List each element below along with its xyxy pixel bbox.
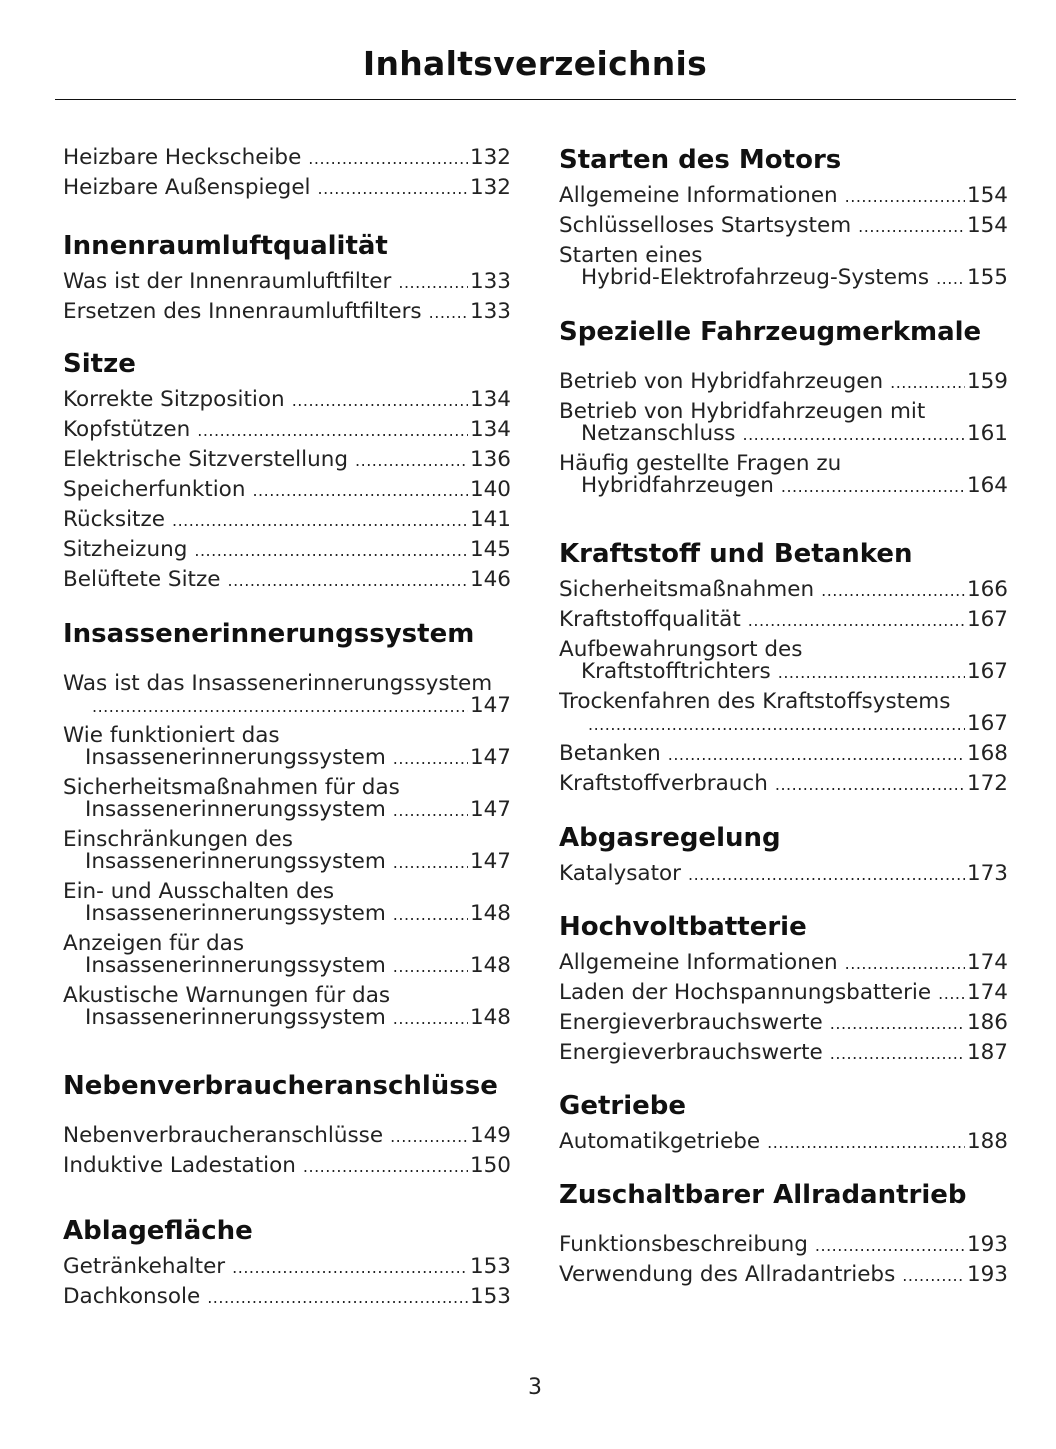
toc-entry[interactable] — [559, 578, 1008, 608]
toc-entry-label: Kraftstoffverbrauch — [559, 771, 768, 796]
toc-entry-label: Nebenverbraucheranschlüsse — [63, 1123, 384, 1148]
toc-entry[interactable] — [559, 608, 1008, 638]
toc-entry[interactable] — [559, 690, 1008, 742]
toc-entry[interactable] — [63, 418, 511, 448]
toc-page-number: 153 — [469, 1254, 511, 1279]
dot-leader — [308, 147, 468, 170]
toc-entry[interactable] — [63, 300, 511, 330]
toc-entry[interactable] — [63, 508, 511, 538]
toc-entry-label: Insassenerinnerungssystem — [85, 744, 386, 770]
dot-leader — [232, 1256, 468, 1279]
toc-page-number: 154 — [966, 213, 1008, 238]
section-heading: Starten des Motors — [559, 145, 842, 175]
dot-leader — [668, 743, 965, 766]
toc-page-number: 174 — [966, 980, 1008, 1005]
toc-section — [559, 146, 1008, 296]
toc-page-number: 147 — [469, 796, 511, 822]
toc-entry[interactable] — [63, 176, 511, 206]
toc-entry-label: Automatikgetriebe — [559, 1129, 761, 1154]
toc-page-number: 149 — [469, 1123, 511, 1148]
section-heading: Spezielle Fahrzeugmerkmale — [559, 317, 982, 347]
toc-entry-title: Sicherheitsmaßnahmen für das — [63, 775, 400, 800]
toc-page-number: 147 — [469, 848, 511, 874]
dot-leader — [845, 185, 965, 208]
toc-section — [63, 350, 511, 598]
section-heading: Insassenerinnerungssystem — [63, 619, 475, 649]
toc-page-number: 134 — [469, 417, 511, 442]
toc-entry[interactable] — [559, 1233, 1008, 1263]
toc-entry[interactable] — [559, 370, 1008, 400]
toc-section — [559, 1181, 1008, 1293]
toc-page-number: 173 — [966, 861, 1008, 886]
toc-entry[interactable] — [559, 184, 1008, 214]
toc-entry-label: Kraftstofftrichters — [581, 658, 771, 684]
dot-leader — [292, 389, 468, 412]
dot-leader — [742, 423, 964, 446]
toc-section — [559, 318, 1008, 504]
toc-entry-label: Dachkonsole — [63, 1284, 201, 1309]
toc-page-number: 147 — [469, 744, 511, 770]
toc-page-number: 187 — [966, 1040, 1008, 1065]
dot-leader — [393, 799, 468, 822]
dot-leader — [936, 267, 965, 290]
toc-entry[interactable] — [63, 538, 511, 568]
toc-entry[interactable] — [63, 1124, 511, 1154]
dot-leader — [890, 371, 965, 394]
toc-page-number: 140 — [469, 477, 511, 502]
toc-page-number: 133 — [469, 269, 511, 294]
dot-leader — [830, 1012, 965, 1035]
toc-entry-label: Laden der Hochspannungsbatterie — [559, 980, 932, 1005]
section-heading: Abgasregelung — [559, 823, 781, 853]
dot-leader — [197, 419, 468, 442]
dot-leader — [172, 509, 468, 532]
dot-leader — [252, 479, 467, 502]
toc-entry[interactable] — [63, 146, 511, 176]
toc-page-number: 188 — [966, 1129, 1008, 1154]
toc-entry[interactable] — [63, 478, 511, 508]
page-number: 3 — [528, 1375, 542, 1400]
dot-leader — [588, 713, 965, 736]
dot-leader — [748, 609, 965, 632]
dot-leader — [938, 982, 965, 1005]
dot-leader — [393, 747, 468, 770]
toc-page-number: 141 — [469, 507, 511, 532]
toc-entry-label: Allgemeine Informationen — [559, 183, 838, 208]
section-heading: Zuschaltbarer Allradantrieb — [559, 1180, 967, 1210]
toc-entry-title: Betrieb von Hybridfahrzeugen mit — [559, 399, 926, 424]
toc-entry-label: Was ist der Innenraumluftfilter — [63, 269, 392, 294]
toc-page-number: 153 — [469, 1284, 511, 1309]
dot-leader — [821, 579, 965, 602]
toc-entry-label: Sicherheitsmaßnahmen — [559, 577, 815, 602]
toc-section — [559, 1092, 1008, 1160]
toc-entry-label: Insassenerinnerungssystem — [85, 796, 386, 822]
toc-entry-label: Energieverbrauchswerte — [559, 1010, 823, 1035]
toc-page-number: 146 — [469, 567, 511, 592]
toc-page-number: 132 — [469, 146, 511, 170]
dot-leader — [227, 569, 467, 592]
toc-entry[interactable] — [559, 1011, 1008, 1041]
toc-entry[interactable] — [559, 400, 1008, 452]
section-heading: Hochvoltbatterie — [559, 912, 807, 942]
toc-entry[interactable] — [559, 742, 1008, 772]
section-heading: Kraftstoff und Betanken — [559, 539, 913, 569]
section-heading: Innenraumluftqualität — [63, 231, 388, 261]
toc-entry-title: Anzeigen für das — [63, 931, 245, 956]
toc-entry[interactable] — [63, 448, 511, 478]
toc-entry-title: Starten eines — [559, 243, 703, 268]
toc-entry-title: Ein- und Ausschalten des — [63, 879, 335, 904]
toc-entry[interactable] — [559, 981, 1008, 1011]
toc-entry[interactable] — [559, 862, 1008, 892]
toc-entry[interactable] — [63, 270, 511, 300]
toc-section — [63, 620, 511, 1036]
toc-section — [63, 232, 511, 330]
toc-entry-label: Kopfstützen — [63, 417, 191, 442]
toc-entry[interactable] — [559, 638, 1008, 690]
toc-section — [63, 1217, 511, 1315]
toc-entry-label: Netzanschluss — [581, 420, 736, 446]
toc-entry-label: Betanken — [559, 741, 661, 766]
toc-entry[interactable] — [63, 724, 511, 776]
toc-page-number: 148 — [469, 900, 511, 926]
toc-entry[interactable] — [559, 1263, 1008, 1293]
dot-leader — [429, 301, 468, 324]
toc-section — [559, 824, 1008, 892]
dot-leader — [830, 1042, 965, 1065]
page-title: Inhaltsverzeichnis — [362, 44, 708, 83]
toc-entry[interactable] — [63, 672, 511, 724]
toc-entry-title: Was ist das Insassenerinnerungssystem — [63, 671, 493, 696]
toc-entry-label: Sitzheizung — [63, 537, 188, 562]
toc-entry-title: Wie funktioniert das — [63, 723, 280, 748]
toc-page-number: 168 — [966, 741, 1008, 766]
dot-leader — [393, 955, 468, 978]
section-heading: Nebenverbraucheranschlüsse — [63, 1071, 498, 1101]
toc-entry-label: Energieverbrauchswerte — [559, 1040, 823, 1065]
toc-entry-label: Allgemeine Informationen — [559, 950, 838, 975]
toc-entry-label: Speicherfunktion — [63, 477, 246, 502]
toc-entry-label: Insassenerinnerungssystem — [85, 952, 386, 978]
toc-page-number: 167 — [966, 710, 1008, 736]
toc-page-number: 148 — [469, 952, 511, 978]
toc-section — [63, 1072, 511, 1184]
toc-page-number: 193 — [966, 1232, 1008, 1257]
toc-page-number: 132 — [469, 176, 511, 200]
toc-entry-title: Einschränkungen des — [63, 827, 293, 852]
toc-entry-label: Ersetzen des Innenraumluftfilters — [63, 299, 422, 324]
toc-page-number: 167 — [966, 658, 1008, 684]
toc-entry[interactable] — [559, 214, 1008, 244]
toc-entry-label: Induktive Ladestation — [63, 1153, 296, 1178]
toc-section — [559, 540, 1008, 802]
toc-entry[interactable] — [63, 1285, 511, 1315]
section-heading: Ablagefläche — [63, 1216, 253, 1246]
toc-page-number: 147 — [469, 692, 511, 718]
toc-entry[interactable] — [63, 1255, 511, 1285]
toc-entry-label: Rücksitze — [63, 507, 165, 532]
toc-page-number: 150 — [469, 1153, 511, 1178]
dot-leader — [207, 1286, 468, 1309]
toc-entry[interactable] — [559, 244, 1008, 296]
toc-entry[interactable] — [559, 1130, 1008, 1160]
toc-page-number: 164 — [966, 472, 1008, 498]
toc-entry-label: Korrekte Sitzposition — [63, 387, 285, 412]
toc-entry-label: Hybrid-Elektrofahrzeug-Systems — [581, 264, 930, 290]
toc-entry-label: Kraftstoffqualität — [559, 607, 741, 632]
toc-entry-label: Funktionsbeschreibung — [559, 1232, 808, 1257]
title-divider — [55, 99, 1016, 100]
toc-entry-label: Insassenerinnerungssystem — [85, 1004, 386, 1030]
toc-entry-label: Belüftete Sitze — [63, 567, 221, 592]
toc-entry-label: Getränkehalter — [63, 1254, 226, 1279]
toc-entry[interactable] — [63, 828, 511, 880]
toc-entry[interactable] — [559, 452, 1008, 504]
toc-page-number: 133 — [469, 299, 511, 324]
toc-section — [559, 913, 1008, 1071]
toc-entry[interactable] — [63, 568, 511, 598]
toc-page-number: 161 — [966, 420, 1008, 446]
section-heading: Sitze — [63, 349, 136, 379]
toc-page-number: 154 — [966, 183, 1008, 208]
toc-entry[interactable] — [63, 984, 511, 1036]
toc-page-number: 186 — [966, 1010, 1008, 1035]
toc-entry[interactable] — [63, 388, 511, 418]
dot-leader — [194, 539, 468, 562]
dot-leader — [775, 773, 965, 796]
toc-entry-title: Trockenfahren des Kraftstoffsystems — [559, 689, 951, 714]
toc-entry-label: Betrieb von Hybridfahrzeugen — [559, 369, 884, 394]
dot-leader — [393, 1007, 468, 1030]
toc-entry-label: Insassenerinnerungssystem — [85, 848, 386, 874]
toc-page-number: 166 — [966, 577, 1008, 602]
toc-entry[interactable] — [559, 1041, 1008, 1071]
toc-page-number: 148 — [469, 1004, 511, 1030]
dot-leader — [398, 271, 468, 294]
dot-leader — [902, 1264, 965, 1287]
toc-page-number: 134 — [469, 387, 511, 412]
toc-page-number: 172 — [966, 771, 1008, 796]
dot-leader — [858, 215, 965, 238]
toc-entry-label: Schlüsselloses Startsystem — [559, 213, 852, 238]
toc-entry-label: Heizbare Heckscheibe — [63, 146, 302, 170]
toc-entry-label: Elektrische Sitzverstellung — [63, 447, 349, 472]
toc-entry-label: Hybridfahrzeugen — [581, 472, 774, 498]
toc-entry-title: Aufbewahrungsort des — [559, 637, 803, 662]
toc-page-number: 136 — [469, 447, 511, 472]
toc-entry[interactable] — [63, 932, 511, 984]
toc-entry[interactable] — [63, 880, 511, 932]
toc-page-number: 159 — [966, 369, 1008, 394]
toc-page-number: 174 — [966, 950, 1008, 975]
dot-leader — [92, 695, 468, 718]
dot-leader — [815, 1234, 965, 1257]
dot-leader — [778, 661, 965, 684]
toc-page-number: 167 — [966, 607, 1008, 632]
toc-entry[interactable] — [559, 951, 1008, 981]
toc-entry-label: Verwendung des Allradantriebs — [559, 1262, 896, 1287]
toc-section — [63, 146, 511, 206]
toc-entry-title: Häufig gestellte Fragen zu — [559, 451, 842, 476]
dot-leader — [355, 449, 468, 472]
toc-entry-label: Katalysator — [559, 861, 681, 886]
dot-leader — [767, 1131, 965, 1154]
dot-leader — [303, 1155, 468, 1178]
toc-entry-label: Insassenerinnerungssystem — [85, 900, 386, 926]
dot-leader — [393, 851, 468, 874]
section-heading: Getriebe — [559, 1091, 687, 1121]
dot-leader — [393, 903, 468, 926]
dot-leader — [688, 863, 965, 886]
dot-leader — [845, 952, 965, 975]
dot-leader — [318, 177, 468, 200]
toc-page-number: 193 — [966, 1262, 1008, 1287]
toc-entry[interactable] — [63, 776, 511, 828]
dot-leader — [781, 475, 965, 498]
toc-entry-label: Heizbare Außenspiegel — [63, 176, 311, 200]
toc-page-number: 155 — [966, 264, 1008, 290]
toc-page-number: 145 — [469, 537, 511, 562]
toc-entry-title: Akustische Warnungen für das — [63, 983, 391, 1008]
toc-entry[interactable] — [63, 1154, 511, 1184]
dot-leader — [390, 1125, 468, 1148]
toc-entry[interactable] — [559, 772, 1008, 802]
